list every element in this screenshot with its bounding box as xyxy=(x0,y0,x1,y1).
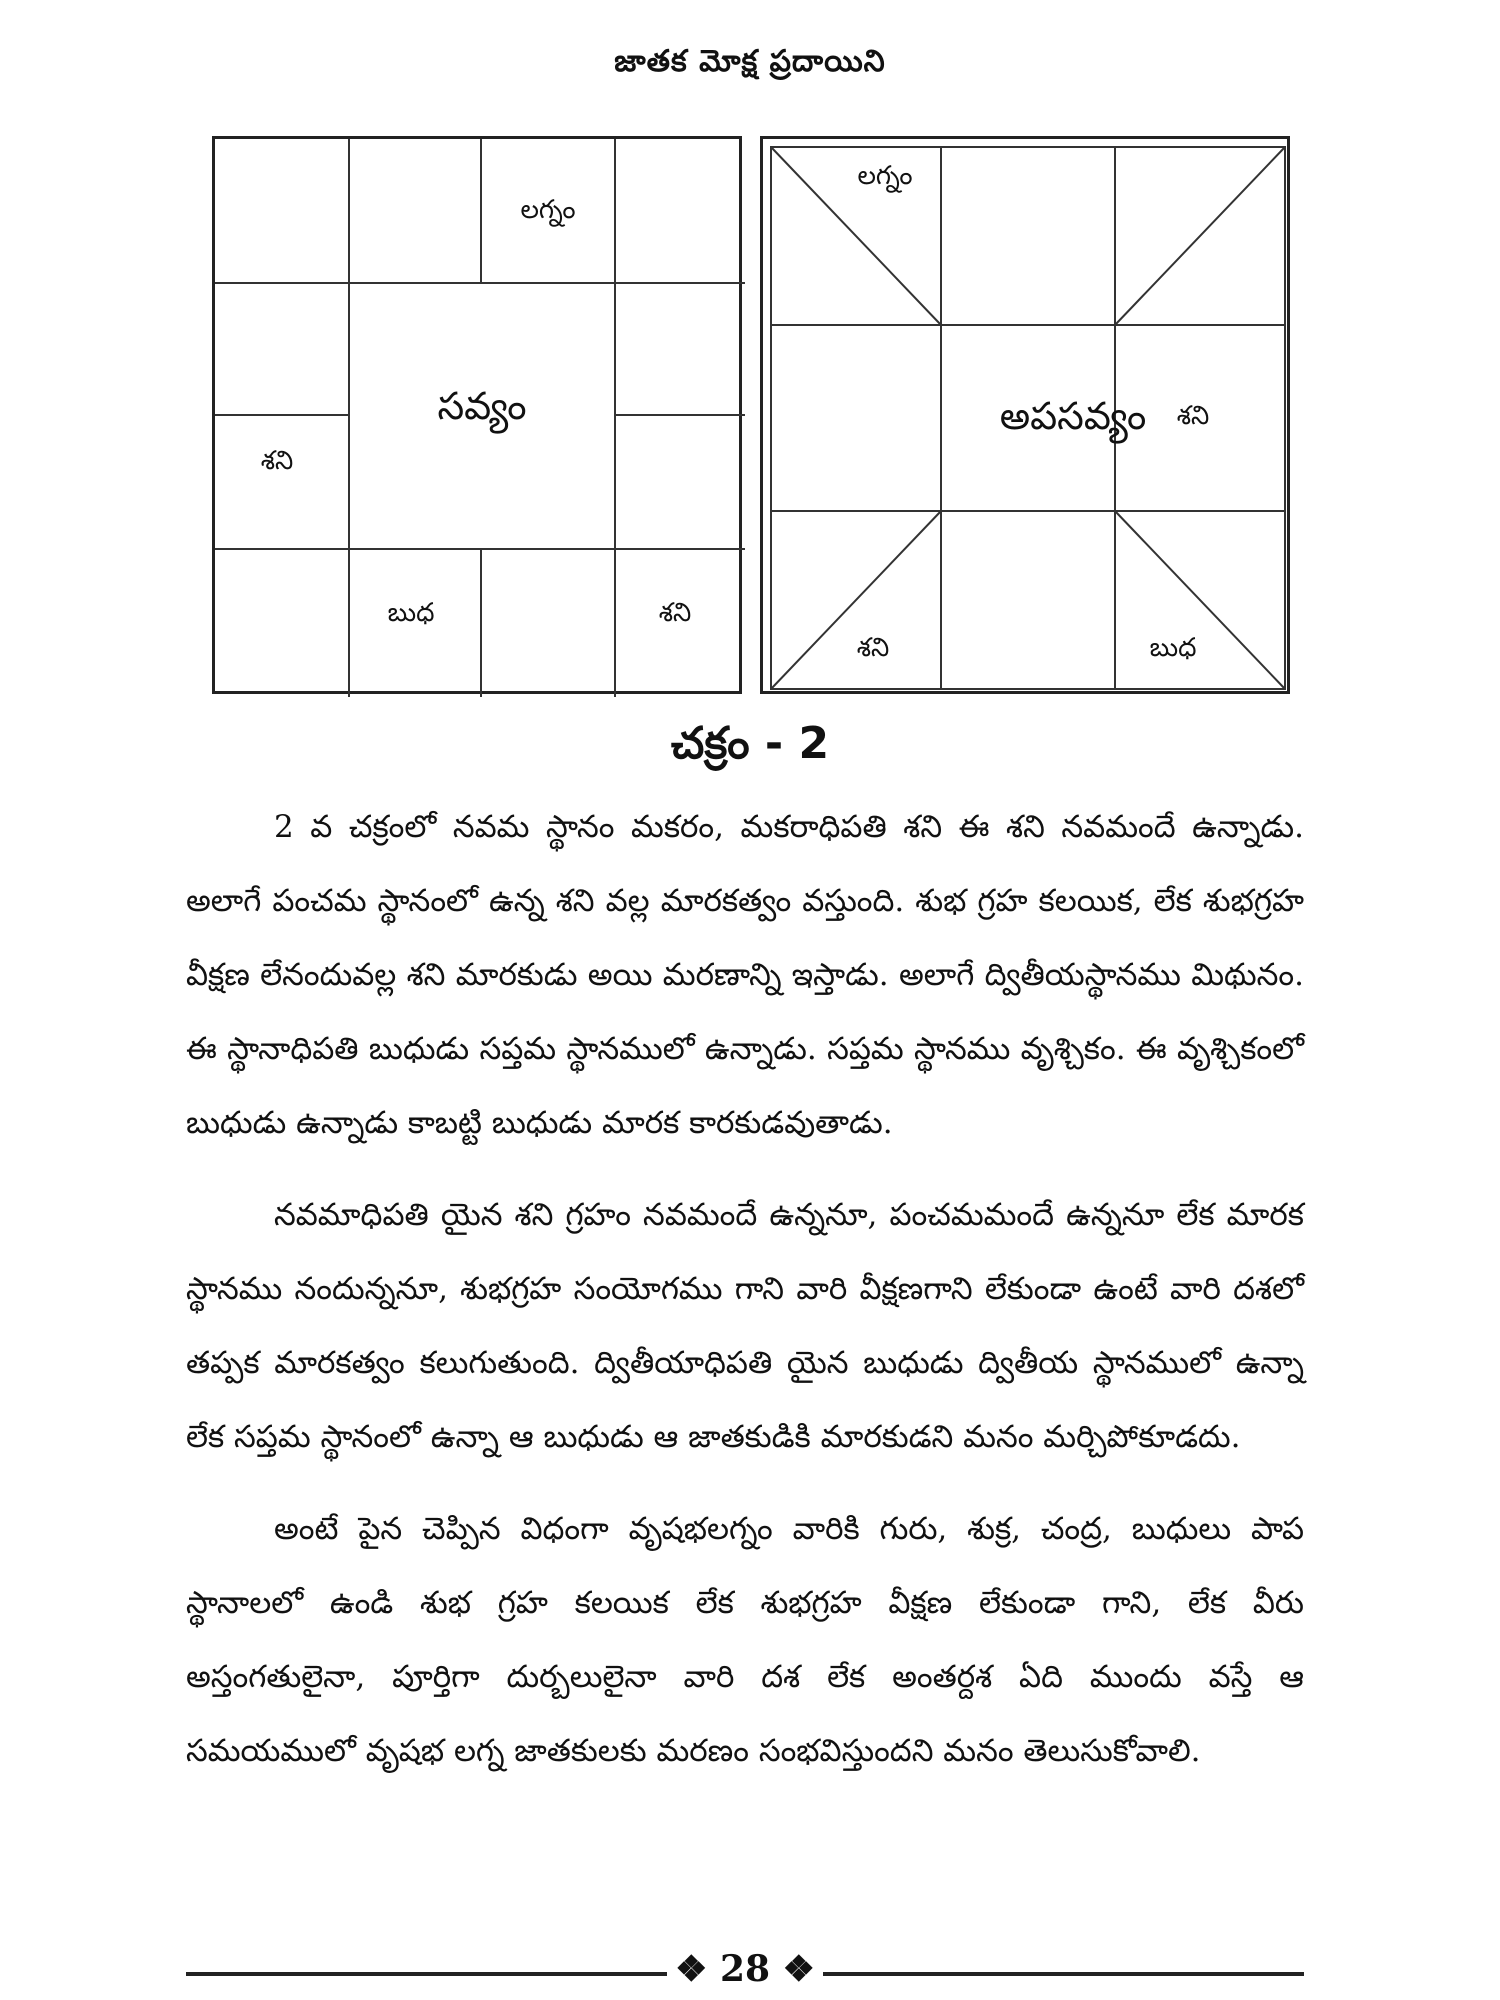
paragraph-3: అంటే పైన చెప్పిన విధంగా వృషభలగ్నం వారికి గురు, శుక్ర, చంద్ర, బుధులు పాప స్థానాలలో ఉండి శుభ గ్రహ కలయిక లేక శుభగ్రహ వీక్షణ లేకుండా గాని, లేక వీరు అస్తంగతులైనా, పూర్తిగా దుర్బలులైనా వారి దశ లేక అంతర్దశ ఏది ముందు వస్తే ఆ సమయములో వృషభ లగ్న జాతకులకు మరణం సంభవిస్తుందని మనం తెలుసుకోవాలి. xyxy=(186,1511,1304,1769)
page-footer xyxy=(186,1948,1304,1994)
cell-label-shani: శని xyxy=(260,446,294,476)
body-text xyxy=(186,790,1304,1806)
cell-label-budha: బుధ xyxy=(1149,633,1197,663)
chart-apasavyam xyxy=(760,136,1290,694)
cell-label-shani-2: శని xyxy=(856,633,890,663)
paragraph-2: నవమాధిపతి యైన శని గ్రహం నవమందే ఉన్ననూ, పంచమమందే ఉన్ననూ లేక మారక స్థానము నందున్ననూ, శుభగ్రహ సంయోగము గాని వారి వీక్షణగాని లేకుండా ఉంటే వారి దశలో తప్పక మారకత్వం కలుగుతుంది. ద్వితీయాధిపతి యైన బుధుడు ద్వితీయ స్థానములో ఉన్నా లేక సప్తమ స్థానంలో ఉన్నా ఆ బుధుడు ఆ జాతకుడికి మారకుడని మనం మర్చిపోకూడదు. xyxy=(186,1197,1304,1455)
page-number: ❖ 28 ❖ xyxy=(667,1948,823,1990)
chart-center-label: సవ్యం xyxy=(437,384,527,428)
cell-label-lagnam: లగ్నం xyxy=(520,195,576,225)
chart-center-label: అపసవ్యం xyxy=(999,394,1147,438)
cell-label-shani-2: శని xyxy=(658,598,692,628)
paragraph-1: 2 వ చక్రంలో నవమ స్థానం మకరం, మకరాధిపతి శని ఈ శని నవమందే ఉన్నాడు. అలాగే పంచమ స్థానంలో ఉన్న శని వల్ల మారకత్వం వస్తుంది. శుభ గ్రహ కలయిక, లేక శుభగ్రహ వీక్షణ లేనందువల్ల శని మారకుడు అయి మరణాన్ని ఇస్తాడు. అలాగే ద్వితీయస్థానము మిథునం. ఈ స్థానాధిపతి బుధుడు సప్తమ స్థానములో ఉన్నాడు. సప్తమ స్థానము వృశ్చికం. ఈ వృశ్చికంలో బుధుడు ఉన్నాడు కాబట్టి బుధుడు మారక కారకుడవుతాడు. xyxy=(186,809,1304,1141)
cell-label-lagnam: లగ్నం xyxy=(857,161,913,191)
cell-label-budha: బుధ xyxy=(387,598,435,628)
chart-savyam xyxy=(212,136,742,694)
cell-label-shani: శని xyxy=(1176,401,1210,431)
running-head: జాతక మోక్ష ప్రదాయిని xyxy=(614,44,886,79)
chart-title: చక్రం - 2 xyxy=(670,718,830,769)
